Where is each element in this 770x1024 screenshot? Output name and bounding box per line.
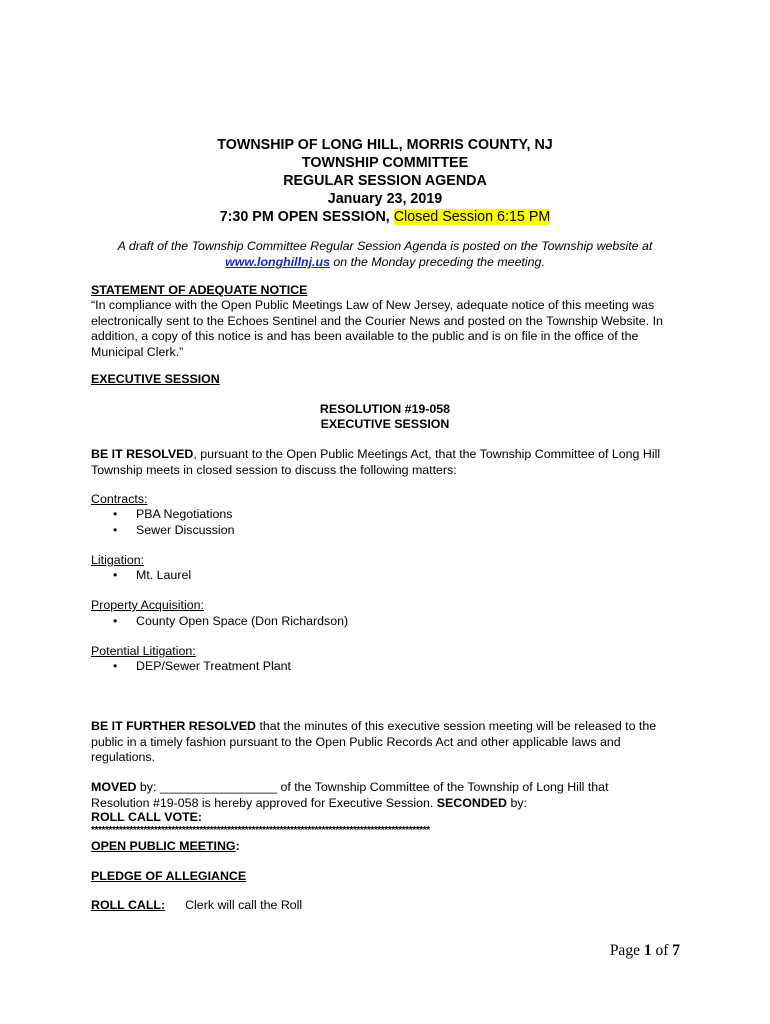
seconded-bold: SECONDED bbox=[436, 795, 507, 810]
draft-note-suffix: on the Monday preceding the meeting. bbox=[329, 255, 545, 269]
list-item: • DEP/Sewer Treatment Plant bbox=[113, 659, 291, 675]
of-word: of bbox=[651, 942, 673, 959]
resolved-text: , pursuant to the Open Public Meetings Act, that the Township Committee of Long Hill Township meets in closed session to discuss the following matters: bbox=[91, 447, 661, 477]
moved-bold: MOVED bbox=[91, 780, 137, 794]
pledge-heading: PLEDGE OF ALLEGIANCE bbox=[91, 869, 247, 883]
potential-litigation-list bbox=[113, 659, 291, 675]
total-pages: 7 bbox=[672, 942, 680, 959]
separator-stars: ************************************************************************************************* bbox=[91, 825, 430, 836]
draft-note-line1: A draft of the Township Committee Regular Session Agenda is posted on the Township website at bbox=[117, 239, 653, 253]
header-line-agenda: REGULAR SESSION AGENDA bbox=[283, 173, 487, 189]
litigation-label: Litigation: bbox=[91, 553, 145, 567]
list-item: • PBA Negotiations bbox=[113, 507, 234, 523]
header-line-date: January 23, 2019 bbox=[327, 191, 443, 207]
seconded-text: by: bbox=[507, 795, 527, 810]
resolved-paragraph bbox=[91, 447, 681, 478]
executive-session-heading: EXECUTIVE SESSION bbox=[91, 372, 220, 386]
further-resolved-bold: BE IT FURTHER RESOLVED bbox=[91, 719, 256, 733]
open-public-meeting-text: OPEN PUBLIC MEETING bbox=[91, 839, 236, 853]
roll-call-text: Clerk will call the Roll bbox=[185, 898, 303, 912]
header-line-committee: TOWNSHIP COMMITTEE bbox=[301, 155, 469, 171]
moved-text: by: _________________ of the Township Committee of the Township of Long Hill that Resolution #19-058 is hereby approved for Executive Session. bbox=[91, 780, 609, 810]
moved-paragraph bbox=[91, 780, 651, 811]
header-line-session bbox=[0, 208, 770, 226]
list-item: • Mt. Laurel bbox=[113, 568, 191, 584]
resolution-number: RESOLUTION #19-058 bbox=[319, 402, 451, 416]
notice-body: “In compliance with the Open Public Meetings Law of New Jersey, adequate notice of this meeting was electronically sent to the Echoes Sentinel and the Courier News and posted on the Township Website. In addition, a copy of this notice is and has been available to the public and is on file in the office of the Municipal Clerk.” bbox=[91, 298, 663, 359]
litigation-list bbox=[113, 568, 191, 584]
contracts-list bbox=[113, 507, 234, 538]
resolution-title: EXECUTIVE SESSION bbox=[320, 417, 450, 431]
further-resolved-text: that the minutes of this executive session meeting will be released to the public in a timely fashion pursuant to the Open Public Records Act and other applicable laws and regulations. bbox=[91, 719, 657, 764]
contracts-label: Contracts: bbox=[91, 492, 148, 506]
open-session-time: 7:30 PM OPEN SESSION, bbox=[219, 209, 394, 225]
property-acquisition-label: Property Acquisition: bbox=[91, 598, 204, 612]
further-resolved-paragraph bbox=[91, 719, 683, 766]
current-page-number: 1 bbox=[643, 942, 652, 959]
notice-heading: STATEMENT OF ADEQUATE NOTICE bbox=[91, 283, 308, 297]
open-public-meeting-colon: : bbox=[235, 839, 240, 853]
draft-note-line2 bbox=[0, 254, 770, 270]
township-website-link[interactable]: www.longhillnj.us bbox=[225, 255, 330, 269]
potential-litigation-label: Potential Litigation: bbox=[91, 644, 196, 658]
list-item: • County Open Space (Don Richardson) bbox=[113, 614, 348, 630]
page-word: Page bbox=[609, 942, 644, 959]
roll-call-label: ROLL CALL: bbox=[91, 898, 166, 912]
roll-call-vote: ROLL CALL VOTE: bbox=[91, 810, 203, 824]
resolved-bold: BE IT RESOLVED bbox=[91, 447, 194, 461]
property-acquisition-list bbox=[113, 614, 348, 630]
list-item: • Sewer Discussion bbox=[113, 523, 234, 539]
roll-call-line bbox=[91, 898, 691, 914]
closed-session-highlight: Closed Session 6:15 PM bbox=[393, 209, 551, 225]
header-line-township: TOWNSHIP OF LONG HILL, MORRIS COUNTY, NJ bbox=[217, 137, 553, 153]
open-public-meeting-heading bbox=[91, 839, 691, 855]
draft-note bbox=[0, 238, 770, 270]
page-footer bbox=[610, 942, 680, 960]
